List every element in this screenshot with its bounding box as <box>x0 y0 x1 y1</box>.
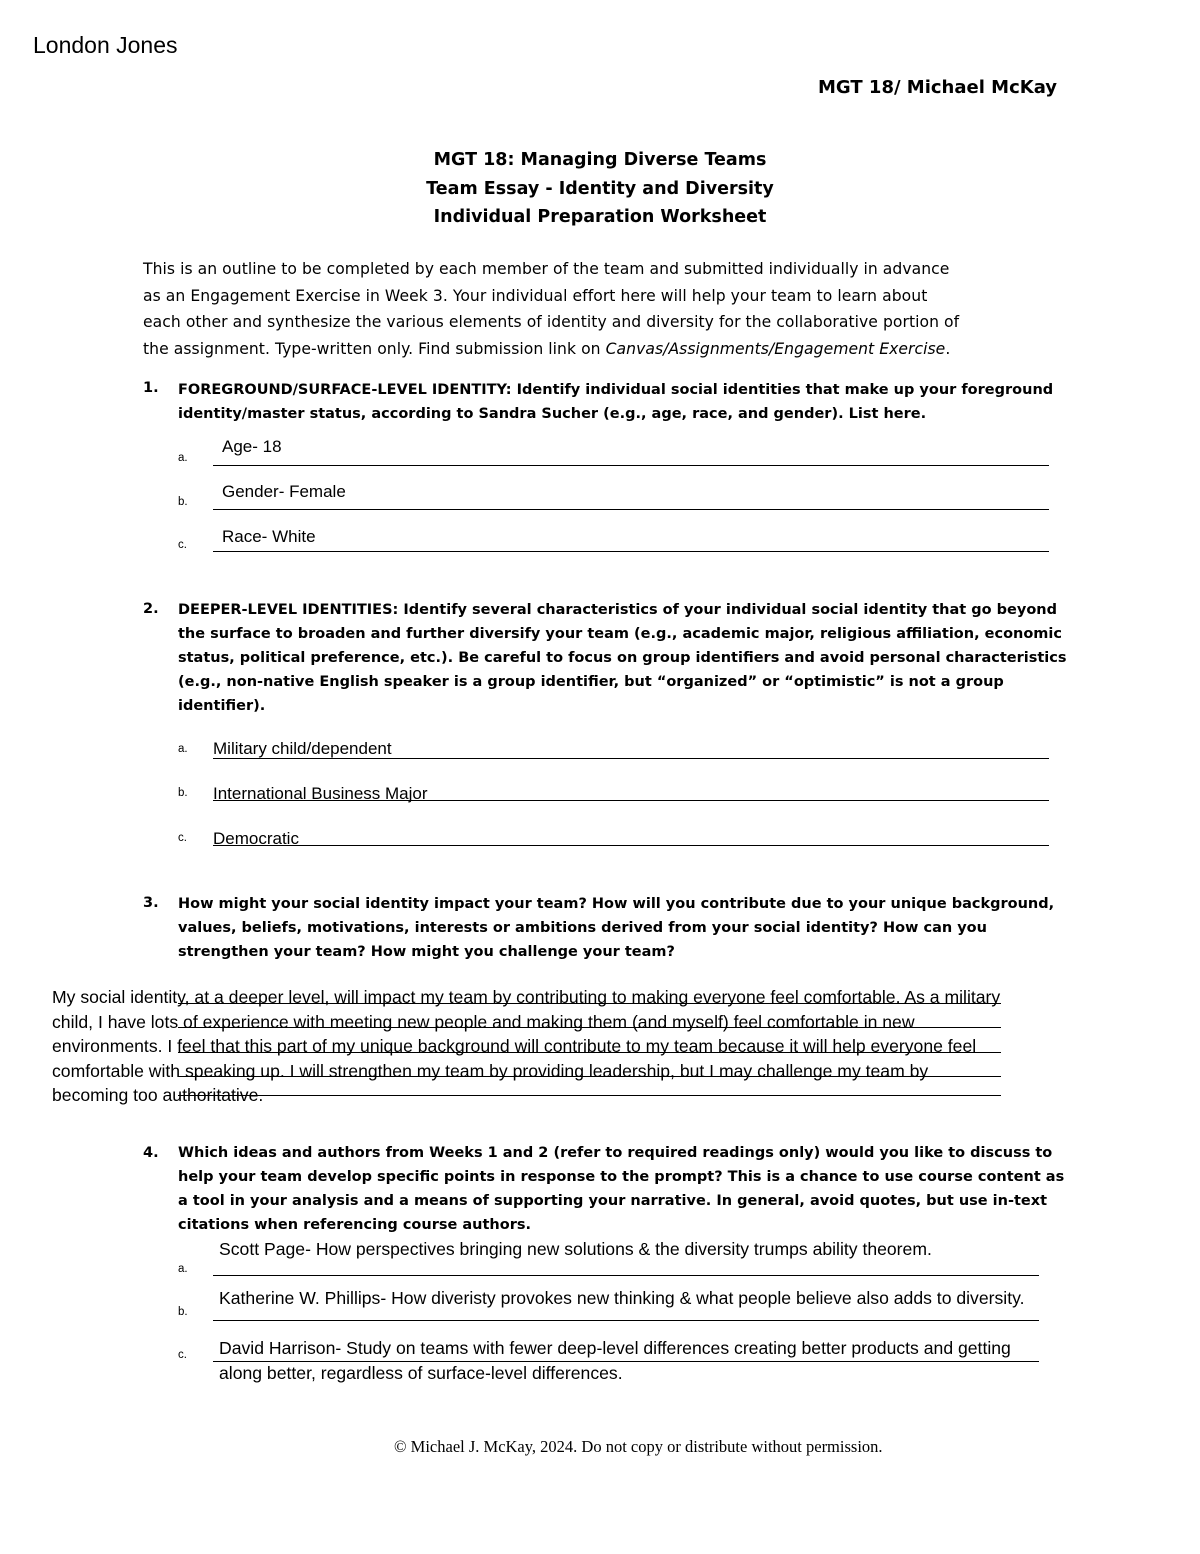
q4-answer-a: Scott Page- How perspectives bringing new solutions & the diversity trumps ability theorem. <box>219 1239 932 1259</box>
answer-letter: c. <box>178 539 187 551</box>
essay-line: comfortable with speaking up. I will strengthen my team by providing leadership, but I may challenge my team by <box>52 1060 929 1081</box>
q1-answer-c: Race- White <box>222 527 316 546</box>
question-2-text <box>178 598 1078 718</box>
question-1-number: 1. <box>143 380 159 396</box>
question-3-number: 3. <box>143 895 159 911</box>
question-line: identity/master status, according to Sandra Sucher (e.g., age, race, and gender). List here. <box>178 406 927 422</box>
document-title <box>0 146 1200 232</box>
essay-line: becoming too authoritative. <box>52 1085 264 1105</box>
essay-line: child, I have lots of experience with meeting new people and making them (and myself) feel comfortable in new <box>52 1011 915 1032</box>
question-4-text <box>178 1141 1078 1237</box>
canvas-path: Canvas/Assignments/Engagement Exercise <box>605 339 946 358</box>
answer-letter: a. <box>178 452 188 464</box>
q1-answer-b: Gender- Female <box>222 482 346 501</box>
answer-line <box>213 1320 1039 1321</box>
question-line: status, political preference, etc.). Be careful to focus on group identifiers and avoid personal characteristics <box>178 650 1067 666</box>
question-line: help your team develop specific points in response to the prompt? This is a chance to use course content as <box>178 1169 1065 1185</box>
intro-line-last <box>143 336 1073 363</box>
question-2-number: 2. <box>143 601 159 617</box>
question-line: (e.g., non-native English speaker is a group identifier, but “organized” or “optimistic” is not a group <box>178 674 1004 690</box>
question-line: a tool in your analysis and a means of supporting your narrative. In general, avoid quotes, but use in-text <box>178 1193 1048 1209</box>
course-instructor: MGT 18/ Michael McKay <box>818 77 1058 98</box>
question-line: citations when referencing course authors. <box>178 1217 531 1233</box>
q2-answer-c: Democratic <box>213 829 299 848</box>
answer-line <box>213 509 1049 510</box>
question-line: identifier). <box>178 698 266 714</box>
answer-line <box>213 758 1049 759</box>
q4-answer-b: Katherine W. Phillips- How diveristy provokes new thinking & what people believe also adds to diversity. <box>219 1288 1025 1308</box>
answer-letter: c. <box>178 832 187 844</box>
answer-line <box>213 800 1049 801</box>
intro-period: . <box>945 339 951 358</box>
answer-letter: b. <box>178 787 188 799</box>
essay-line: environments. I feel that this part of my unique background will contribute to my team because it will help everyone feel <box>52 1036 977 1056</box>
question-line: FOREGROUND/SURFACE-LEVEL IDENTITY: Identify individual social identities that make up your foreground <box>178 382 1054 398</box>
q4-answer-c: David Harrison- Study on teams with fewer deep-level differences creating better products and getting <box>219 1338 1011 1358</box>
title-line-1: MGT 18: Managing Diverse Teams <box>433 150 767 170</box>
intro-paragraph <box>143 256 1073 362</box>
question-line: values, beliefs, motivations, interests or ambitions derived from your social identity? How can you <box>178 920 987 936</box>
answer-line <box>213 1361 1039 1362</box>
question-line: Which ideas and authors from Weeks 1 and 2 (refer to required readings only) would you like to discuss to <box>178 1145 1053 1161</box>
q2-answer-a: Military child/dependent <box>213 739 392 758</box>
answer-letter: a. <box>178 743 188 755</box>
question-line: strengthen your team? How might you challenge your team? <box>178 944 675 960</box>
answer-line <box>213 845 1049 846</box>
question-line: How might your social identity impact your team? How will you contribute due to your unique background, <box>178 896 1055 912</box>
intro-line: This is an outline to be completed by each member of the team and submitted individually in advance <box>143 260 950 278</box>
question-line: DEEPER-LEVEL IDENTITIES: Identify several characteristics of your individual social identity that go beyond <box>178 602 1057 618</box>
answer-letter: c. <box>178 1349 187 1361</box>
q1-answer-a: Age- 18 <box>222 437 282 456</box>
intro-line: the assignment. Type-written only. Find submission link on <box>143 339 606 358</box>
copyright-notice: © Michael J. McKay, 2024. Do not copy or distribute without permission. <box>394 1437 883 1456</box>
answer-letter: b. <box>178 496 188 508</box>
student-name: London Jones <box>33 32 178 58</box>
q2-answer-b: International Business Major <box>213 784 428 803</box>
question-line: the surface to broaden and further diversify your team (e.g., academic major, religious affiliation, economic <box>178 626 1062 642</box>
title-line-2: Team Essay - Identity and Diversity <box>426 178 774 199</box>
answer-letter: b. <box>178 1306 188 1318</box>
intro-line: each other and synthesize the various elements of identity and diversity for the collaborative portion of <box>143 313 960 331</box>
intro-line: as an Engagement Exercise in Week 3. Your individual effort here will help your team to learn about <box>143 286 928 305</box>
answer-letter: a. <box>178 1263 188 1275</box>
title-line-3: Individual Preparation Worksheet <box>433 207 767 227</box>
answer-line <box>213 1275 1039 1276</box>
question-3-text <box>178 892 1078 964</box>
q3-essay-answer <box>52 985 1200 1108</box>
essay-line: My social identity, at a deeper level, will impact my team by contributing to making everyone feel comfortable. As a military <box>52 987 1001 1007</box>
question-1-text <box>178 378 1078 426</box>
answer-line <box>213 465 1049 466</box>
q4-answer-c-continued: along better, regardless of surface-level differences. <box>219 1363 623 1383</box>
answer-line <box>213 551 1049 552</box>
question-4-number: 4. <box>143 1145 159 1161</box>
